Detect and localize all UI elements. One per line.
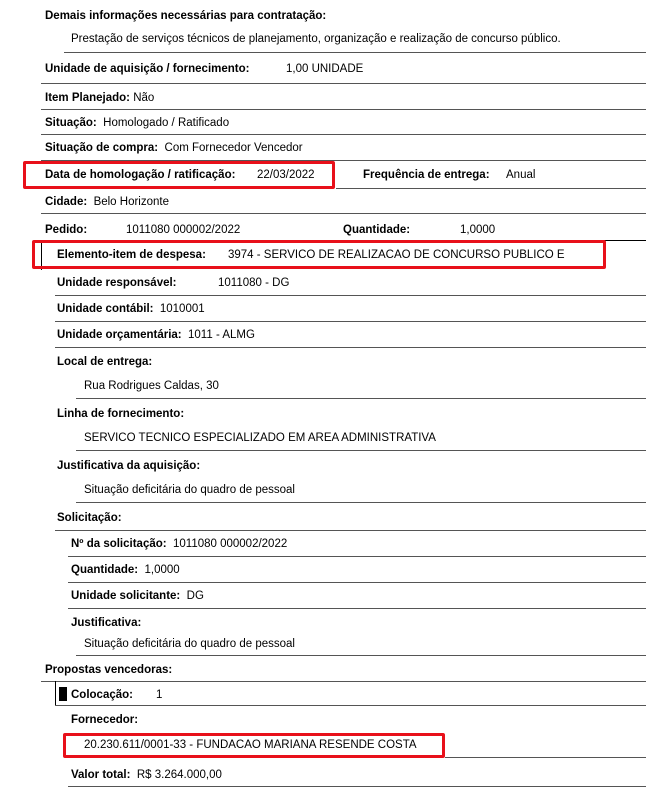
unidade-orcamentaria-value: 1011 - ALMG (188, 329, 255, 341)
divider (41, 134, 646, 135)
frequencia-label: Frequência de entrega: (363, 169, 490, 181)
divider (68, 608, 646, 609)
cidade-label: Cidade: (45, 196, 88, 208)
unidade-responsavel-value: 1011080 - DG (218, 277, 290, 289)
situacao-compra-row (45, 141, 303, 155)
local-entrega-label: Local de entrega: (57, 356, 153, 368)
unidade-contabil-label: Unidade contábil: (57, 303, 154, 315)
elemento-item-label: Elemento-item de despesa: (57, 249, 206, 261)
divider (76, 450, 646, 451)
solicitacao-numero-value: 1011080 000002/2022 (172, 538, 288, 550)
linha-fornecimento-value: SERVICO TECNICO ESPECIALIZADO EM AREA ADMINISTRATIVA (84, 432, 436, 444)
cidade-value: Belo Horizonte (93, 196, 169, 208)
item-planejado-value: Não (133, 92, 155, 104)
divider (68, 786, 646, 787)
divider (41, 681, 646, 682)
demais-value: Prestação de serviços técnicos de planejamento, organização e realização de concurso público. (71, 33, 561, 45)
unidade-contabil-value: 1010001 (159, 303, 205, 315)
divider (64, 52, 646, 53)
fornecedor-value: 20.230.611/0001-33 - FUNDACAO MARIANA RESENDE COSTA (84, 739, 417, 751)
divider (41, 109, 646, 110)
divider (55, 295, 646, 296)
divider (76, 398, 646, 399)
data-homologacao-value: 22/03/2022 (257, 169, 315, 181)
data-homologacao-label: Data de homologação / ratificação: (45, 169, 236, 181)
situacao-label: Situação: (45, 117, 97, 129)
quantidade-label: Quantidade: (343, 224, 411, 236)
unidade-orcamentaria-label: Unidade orçamentária: (57, 329, 182, 341)
solicitacao-justificativa-label: Justificativa: (71, 617, 142, 629)
divider (68, 582, 646, 583)
divider (76, 655, 646, 656)
pedido-value: 1011080 000002/2022 (126, 224, 241, 236)
divider (41, 83, 646, 84)
quantidade-value: 1,0000 (460, 224, 496, 236)
unidade-aquisicao-value: 1,00 UNIDADE (286, 63, 364, 75)
divider (445, 757, 646, 758)
solicitacao-label: Solicitação: (57, 512, 122, 524)
justificativa-aquisicao-value: Situação deficitária do quadro de pessoal (84, 484, 295, 496)
unidade-solicitante-value: DG (186, 590, 204, 602)
colocacao-label: Colocação: (71, 689, 133, 701)
fornecedor-label: Fornecedor: (71, 714, 139, 726)
divider (55, 347, 646, 348)
valor-total-value: R$ 3.264.000,00 (136, 769, 222, 781)
divider (55, 705, 646, 706)
valor-total-label: Valor total: (71, 769, 131, 781)
solicitacao-numero-row (71, 537, 287, 551)
solicitacao-justificativa-value: Situação deficitária do quadro de pessoal (84, 638, 295, 650)
linha-fornecimento-label: Linha de fornecimento: (57, 408, 185, 420)
frequencia-value: Anual (506, 169, 536, 181)
unidade-contabil-row (57, 302, 205, 316)
valor-total-row (71, 768, 222, 782)
unidade-aquisicao-label: Unidade de aquisição / fornecimento: (45, 63, 250, 75)
elemento-item-value: 3974 - SERVICO DE REALIZACAO DE CONCURSO PUBLICO E (228, 249, 565, 261)
demais-label: Demais informações necessárias para contratação: (45, 10, 327, 22)
divider (55, 530, 646, 531)
unidade-solicitante-row (71, 589, 204, 603)
section-border (55, 681, 56, 705)
pedido-label: Pedido: (45, 224, 88, 236)
item-planejado-label: Item Planejado: (45, 92, 130, 104)
solicitacao-numero-label: Nº da solicitação: (71, 538, 167, 550)
situacao-value: Homologado / Ratificado (103, 117, 230, 129)
divider (68, 556, 646, 557)
item-planejado-row (45, 91, 154, 105)
divider (76, 502, 646, 503)
unidade-solicitante-label: Unidade solicitante: (71, 590, 181, 602)
justificativa-aquisicao-label: Justificativa da aquisição: (57, 460, 201, 472)
colocacao-marker (59, 687, 67, 701)
colocacao-value: 1 (156, 689, 163, 701)
cidade-row (45, 195, 169, 209)
local-entrega-value: Rua Rodrigues Caldas, 30 (84, 380, 219, 392)
unidade-orcamentaria-row (57, 328, 255, 342)
unidade-responsavel-label: Unidade responsável: (57, 277, 177, 289)
solicitacao-quantidade-label: Quantidade: (71, 564, 139, 576)
divider (55, 321, 646, 322)
solicitacao-quantidade-row (71, 563, 180, 577)
situacao-row (45, 116, 229, 130)
divider (41, 213, 646, 214)
solicitacao-quantidade-value: 1,0000 (144, 564, 180, 576)
divider (336, 188, 646, 189)
situacao-compra-value: Com Fornecedor Vencedor (164, 142, 303, 154)
situacao-compra-label: Situação de compra: (45, 142, 159, 154)
propostas-label: Propostas vencedoras: (45, 664, 173, 676)
